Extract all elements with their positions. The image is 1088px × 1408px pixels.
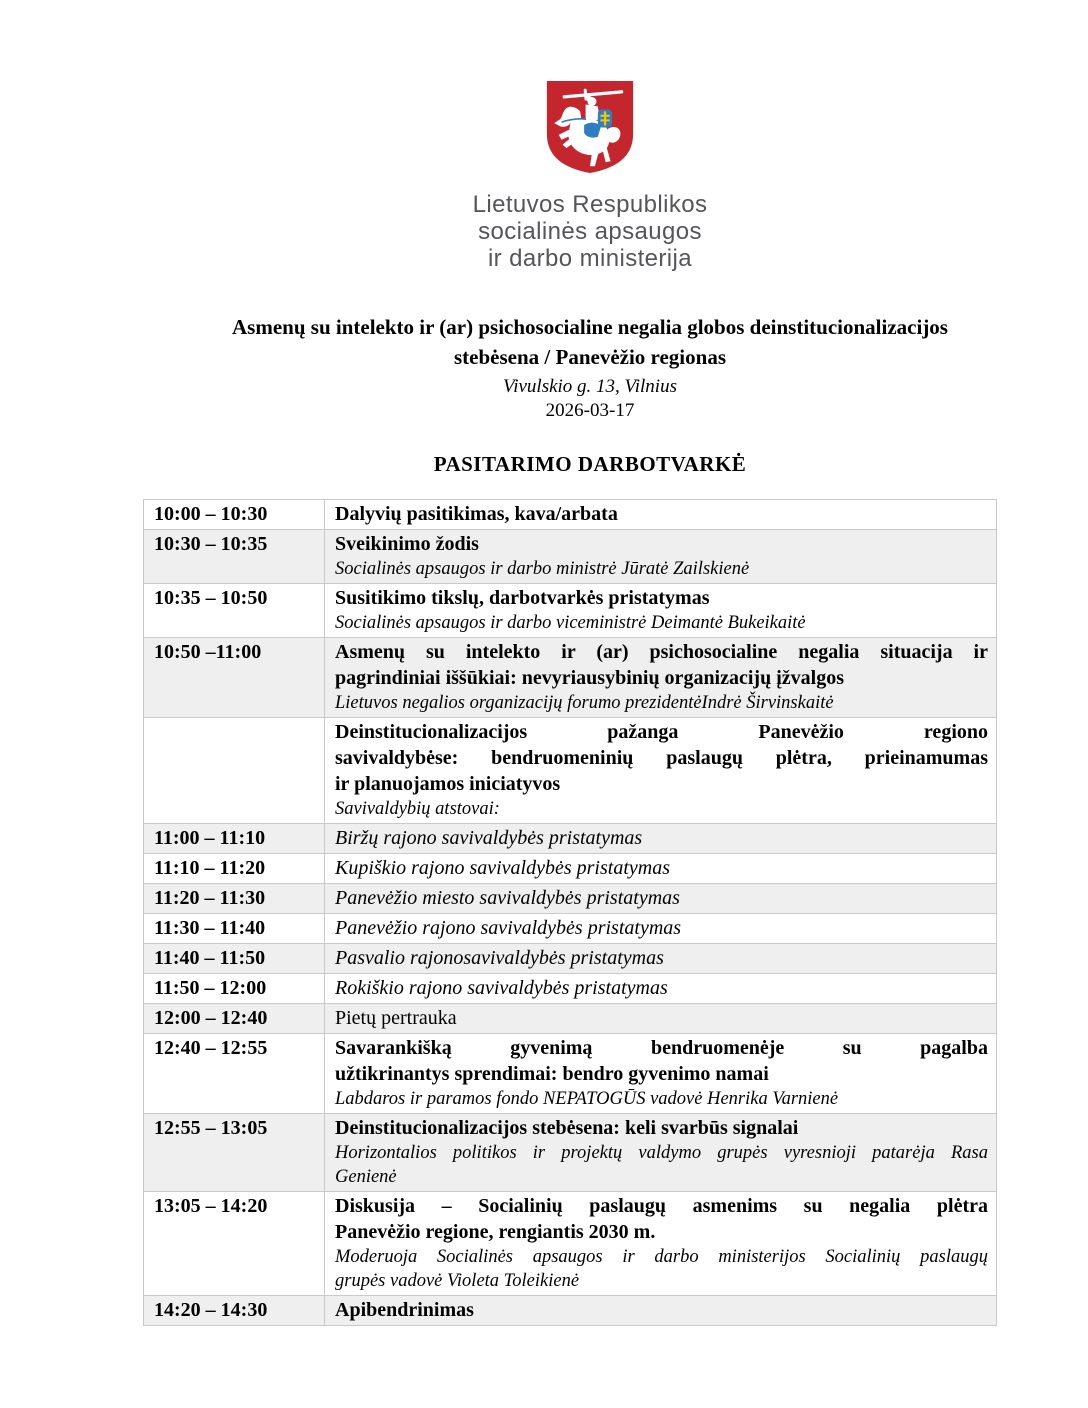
agenda-item-title: pagrindiniai iššūkiai: nevyriausybinių organizacijų įžvalgos — [335, 667, 844, 689]
agenda-row — [144, 1296, 997, 1326]
agenda-time: 13:05 – 14:20 — [144, 1192, 325, 1296]
ministry-name — [92, 191, 1088, 272]
agenda-item — [325, 854, 997, 884]
ministry-name-line: ir darbo ministerija — [487, 245, 693, 272]
agenda-item-title: Rokiškio rajono savivaldybės pristatymas — [335, 977, 668, 999]
agenda-time: 11:30 – 11:40 — [144, 914, 325, 944]
agenda-item-title: savivaldybėse: bendruomeninių paslaugų plėtra, prieinamumas — [335, 747, 988, 769]
agenda-item-title: Susitikimo tikslų, darbotvarkės pristatymas — [335, 587, 710, 609]
agenda-item-speaker: Moderuoja Socialinės apsaugos ir darbo ministerijos Socialinių paslaugų — [335, 1247, 988, 1267]
agenda-item-title: Dalyvių pasitikimas, kava/arbata — [335, 503, 618, 525]
agenda-item — [325, 1004, 997, 1034]
agenda-item-speaker: Horizontalios politikos ir projektų valdymo grupės vyresnioji patarėja Rasa — [335, 1143, 988, 1163]
agenda-time: 11:40 – 11:50 — [144, 944, 325, 974]
agenda-item — [325, 584, 997, 638]
agenda-time: 12:40 – 12:55 — [144, 1034, 325, 1114]
agenda-item — [325, 824, 997, 854]
agenda-time: 11:20 – 11:30 — [144, 884, 325, 914]
agenda-row — [144, 854, 997, 884]
agenda-time: 10:35 – 10:50 — [144, 584, 325, 638]
agenda-item-title: Deinstitucionalizacijos stebėsena: keli svarbūs signalai — [335, 1117, 799, 1139]
agenda-heading: PASITARIMO DARBOTVARKĖ — [433, 452, 747, 476]
agenda-time: 11:10 – 11:20 — [144, 854, 325, 884]
document-title — [92, 312, 1088, 372]
document-title-line: Asmenų su intelekto ir (ar) psichosocialine negalia globos deinstitucionalizacijos — [232, 315, 948, 339]
agenda-row — [144, 884, 997, 914]
agenda-item-title: Diskusija – Socialinių paslaugų asmenims su negalia plėtra — [335, 1195, 988, 1217]
agenda-row — [144, 584, 997, 638]
agenda-row — [144, 944, 997, 974]
agenda-item-title: užtikrinantys sprendimai: bendro gyvenimo namai — [335, 1063, 769, 1085]
agenda-item — [325, 884, 997, 914]
agenda-item — [325, 1034, 997, 1114]
agenda-time: 12:00 – 12:40 — [144, 1004, 325, 1034]
agenda-item — [325, 500, 997, 530]
agenda-item-speaker: Socialinės apsaugos ir darbo viceministrė Deimantė Bukeikaitė — [335, 613, 806, 633]
venue-address: Vivulskio g. 13, Vilnius — [503, 376, 677, 397]
agenda-time: 11:00 – 11:10 — [144, 824, 325, 854]
agenda-item-speaker: Genienė — [335, 1167, 397, 1187]
agenda-time: 11:50 – 12:00 — [144, 974, 325, 1004]
agenda-row — [144, 1192, 997, 1296]
agenda-time: 10:50 –11:00 — [144, 638, 325, 718]
agenda-row — [144, 1034, 997, 1114]
agenda-item-title: Deinstitucionalizacijos pažanga Panevėžio regiono — [335, 721, 988, 743]
agenda-item-title: Panevėžio miesto savivaldybės pristatymas — [335, 887, 680, 909]
agenda-row — [144, 824, 997, 854]
agenda-item-title: Pietų pertrauka — [335, 1007, 457, 1029]
agenda-item — [325, 944, 997, 974]
agenda-item-title: Biržų rajono savivaldybės pristatymas — [335, 827, 643, 849]
document-title-line: stebėsena / Panevėžio regionas — [454, 345, 726, 369]
agenda-row — [144, 718, 997, 824]
agenda-item-title: ir planuojamos iniciatyvos — [335, 773, 561, 795]
agenda-item-speaker: Savivaldybių atstovai: — [335, 799, 500, 819]
agenda-time: 10:00 – 10:30 — [144, 500, 325, 530]
agenda-item — [325, 974, 997, 1004]
agenda-time: 14:20 – 14:30 — [144, 1296, 325, 1326]
agenda-row — [144, 500, 997, 530]
agenda-item-speaker: Socialinės apsaugos ir darbo ministrė Jūratė Zailskienė — [335, 559, 750, 579]
agenda-item-title: Pasvalio rajonosavivaldybės pristatymas — [335, 947, 664, 969]
meeting-date: 2026-03-17 — [545, 400, 635, 421]
agenda-row — [144, 638, 997, 718]
agenda-row — [144, 974, 997, 1004]
agenda-item-title: Panevėžio regione, rengiantis 2030 m. — [335, 1221, 656, 1243]
agenda-item-title: Kupiškio rajono savivaldybės pristatymas — [335, 857, 670, 879]
agenda-item — [325, 718, 997, 824]
agenda-time: 12:55 – 13:05 — [144, 1114, 325, 1192]
ministry-name-line: socialinės apsaugos — [478, 218, 702, 245]
agenda-item-title: Asmenų su intelekto ir (ar) psichosocialine negalia situacija ir — [335, 641, 988, 663]
ministry-name-line: Lietuvos Respublikos — [472, 191, 708, 218]
agenda-row — [144, 1114, 997, 1192]
agenda-item — [325, 1296, 997, 1326]
lithuania-coat-of-arms-icon — [539, 78, 641, 176]
agenda-item-title: Panevėžio rajono savivaldybės pristatymas — [335, 917, 682, 939]
agenda-item — [325, 1114, 997, 1192]
agenda-item — [325, 914, 997, 944]
agenda-item — [325, 1192, 997, 1296]
agenda-row — [144, 530, 997, 584]
agenda-item — [325, 530, 997, 584]
agenda-item-title: Sveikinimo žodis — [335, 533, 479, 555]
agenda-time — [144, 718, 325, 824]
agenda-item-speaker: Lietuvos negalios organizacijų forumo prezidentėIndrė Širvinskaitė — [335, 693, 834, 713]
agenda-item-speaker: grupės vadovė Violeta Toleikienė — [335, 1271, 580, 1291]
agenda-item-speaker: Labdaros ir paramos fondo NEPATOGŪS vadovė Henrika Varnienė — [335, 1089, 839, 1109]
agenda-row — [144, 1004, 997, 1034]
agenda-time: 10:30 – 10:35 — [144, 530, 325, 584]
agenda-row — [144, 914, 997, 944]
agenda-item — [325, 638, 997, 718]
document-header — [0, 0, 1088, 478]
agenda-item-title: Savarankišką gyvenimą bendruomenėje su pagalba — [335, 1037, 988, 1059]
agenda-item-title: Apibendrinimas — [335, 1299, 474, 1321]
agenda-table — [143, 499, 997, 1326]
